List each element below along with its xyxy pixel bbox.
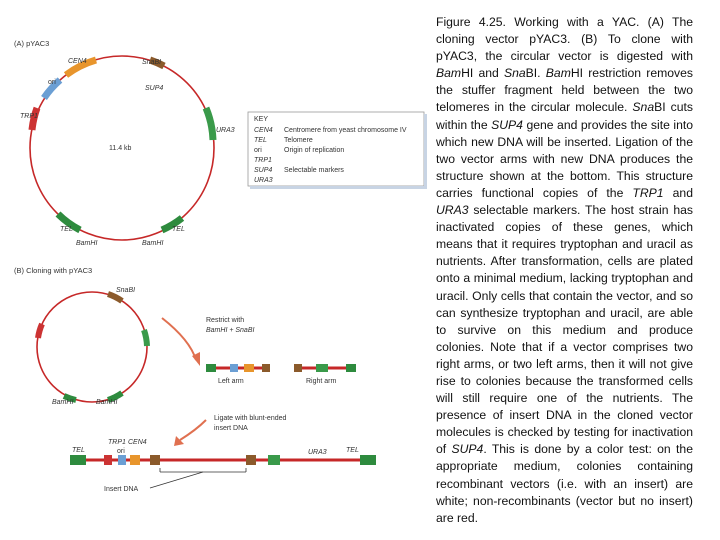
caption-text: selectable markers. The host strain has inactivated copies of these genes, which means that it requires tryptophan and uracil as nutrients. After transformation, cells are plated onto a minimal medium, lacking tryptophan and uracil. Only cells that contain the vector, and so can synthesize tryptophan and uracil, are able to survive on this medium and produce colonies. Note that if a vector comprises two right arms, or two left arms, then it will not give rise to colonies because the transformed cells will still require one of the nutrients. The presence of insert DNA in the cloned vector molecules is checked by testing for inactivation of [436, 203, 693, 457]
left-arm-label: Left arm [218, 378, 244, 385]
caption-text: SUP4 [451, 442, 484, 457]
caption-text: BI cuts within the [436, 100, 693, 132]
key-code: ori [254, 147, 262, 154]
restrict-label-1: Restrict with [206, 317, 245, 324]
key-desc: Telomere [284, 137, 313, 144]
caption-text: and [663, 185, 693, 200]
right-arm-label: Right arm [306, 378, 337, 385]
caption-text: Bam [545, 66, 571, 81]
key-desc: Selectable markers [284, 167, 344, 174]
right-arm [294, 364, 356, 372]
ura3-label: URA3 [216, 127, 235, 134]
caption-text: Bam [436, 66, 462, 81]
panel-b-title: (B) Cloning with pYAC3 [14, 266, 93, 275]
final-ori-label: ori [117, 448, 125, 455]
final-construct [70, 455, 376, 465]
insert-dna-label: Insert DNA [104, 486, 139, 493]
sup4-small-segment [108, 294, 122, 301]
caption-text: Sna [632, 100, 655, 115]
restrict-arrow [162, 318, 196, 360]
ligate-label-1: Ligate with blunt-ended [214, 415, 287, 422]
trp1-small-segment [38, 324, 42, 338]
final-ura3-label: URA3 [308, 449, 327, 456]
caption-text: URA3 [436, 203, 469, 218]
key-desc: Origin of replication [284, 147, 345, 154]
key-title: KEY [254, 116, 269, 123]
caption-text: Working with a YAC. (A) The cloning vector pYAC3. (B) To clone with pYAC3, the circular vector is digested with [436, 15, 693, 64]
key-desc: Centromere from yeast chromosome IV [284, 127, 407, 134]
caption-text: TRP1 [632, 185, 664, 200]
key-code: TEL [254, 137, 267, 144]
plasmid-size-label: 11.4 kb [109, 145, 132, 152]
ori-label: ori [48, 79, 56, 86]
ura3-small-segment [144, 330, 147, 346]
bamhi-small-left-label: BamHI [52, 399, 74, 406]
caption-text: HI and [461, 66, 504, 81]
key-code: SUP4 [254, 167, 273, 174]
snabi-small-label: SnaBI [116, 287, 136, 294]
bamhi-right-label: BamHI [142, 240, 164, 247]
figure-ref: Figure 4.25. [436, 15, 506, 29]
ligate-label-2: insert DNA [214, 425, 248, 432]
trp1-label: TRP1 [20, 113, 38, 120]
caption-text: HI restriction removes the stuffer fragment held between the two telomeres in the circular molecule. [436, 66, 693, 115]
key-code: URA3 [254, 177, 273, 184]
snabi-label: SnaBI [142, 59, 162, 66]
restrict-label-2: BamHI + SnaBI [206, 327, 255, 334]
caption-text: Sna [503, 66, 526, 81]
final-trp1-label: TRP1 [108, 439, 126, 446]
caption-text: SUP4 [491, 117, 523, 132]
final-tel-right-label: TEL [346, 447, 359, 454]
ligate-arrow [180, 420, 206, 440]
bamhi-left-label: BamHI [76, 240, 98, 247]
key-code: CEN4 [254, 127, 273, 134]
tel-left-label: TEL [60, 226, 73, 233]
final-cen4-label: CEN4 [128, 439, 147, 446]
left-arm [206, 364, 270, 372]
key-code: TRP1 [254, 157, 272, 164]
caption-text: gene and provides the site into which new DNA will be inserted. Ligation of the two vector arms with new DNA produces the structure shown at the bottom. This structure carries functional copies of the [436, 117, 694, 200]
panel-a-title: (A) pYAC3 [14, 39, 50, 48]
cen4-label: CEN4 [68, 58, 87, 65]
caption-text: . This is done by a color test: on the appropriate medium, colonies containing recombinant vectors (i.e. with an insert) are white; non-recombinants (vector but no insert) are red. [436, 442, 693, 525]
tel-right-label: TEL [172, 226, 185, 233]
pyac3-small-circle [37, 292, 147, 402]
figure-caption [436, 14, 693, 527]
caption-text: BI. [525, 66, 546, 81]
ura3-segment [206, 108, 213, 140]
key-box [248, 112, 427, 189]
insert-dna-bracket [150, 468, 246, 488]
bamhi-small-right-label: BamHI [96, 399, 118, 406]
sup4-label: SUP4 [145, 85, 164, 92]
final-tel-left-label: TEL [72, 447, 85, 454]
